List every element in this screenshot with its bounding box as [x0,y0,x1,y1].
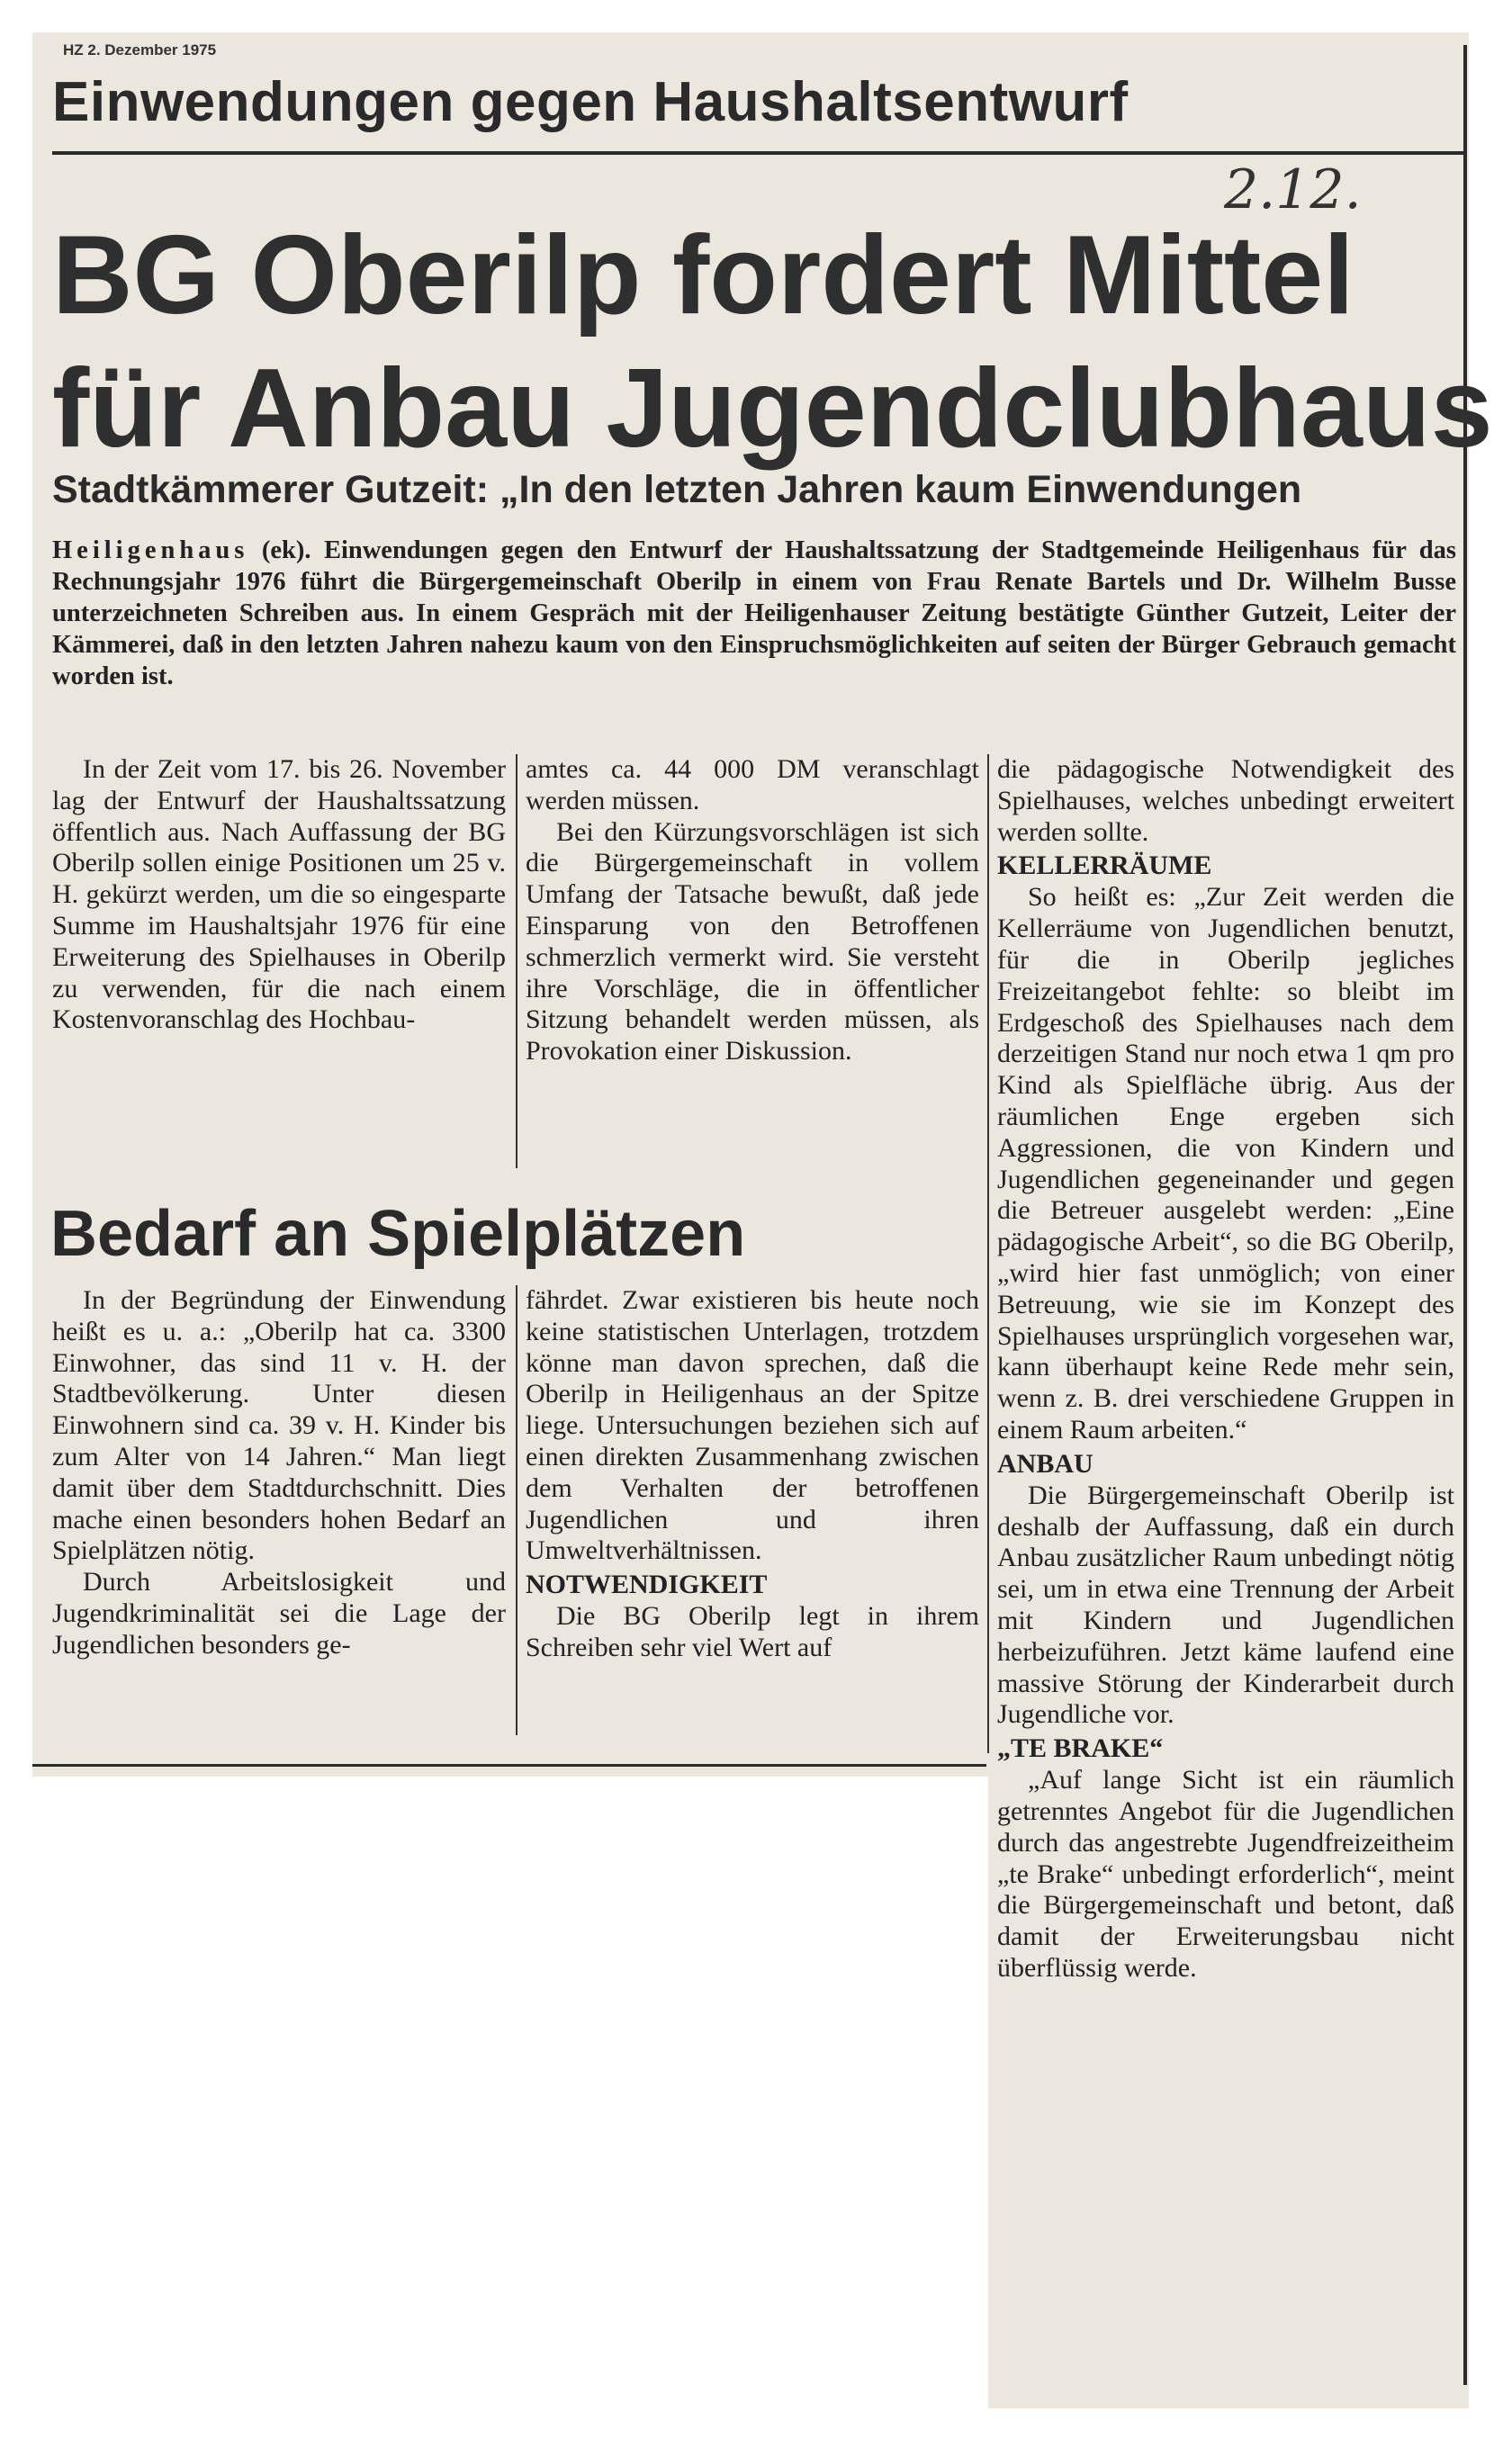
col1-top-paragraph: In der Zeit vom 17. bis 26. November lag der Entwurf der Haushaltssatzung öffentlich aus. Nach Auffassung der BG Oberilp sollen einige Positionen um 25 v. H. gekürzt werden, um die so eingesparte Summe im Haushaltsjahr 1976 für eine Erweiterung des Spielhauses in Oberilp zu verwenden, für die nach einem Kostenvoranschlag des Hochbau- [52,754,506,1035]
headline-line-1: BG Oberilp fordert Mittel [52,213,1354,338]
column-2-top [526,754,979,1067]
headline-rule [52,151,1465,155]
col2-bottom-paragraph-2: Die BG Oberilp legt in ihrem Schreiben sehr viel Wert auf [526,1601,979,1662]
lead-paragraph [52,535,1456,692]
column-divider-1-bottom [516,1285,518,1735]
subheading-notwendigkeit: NOTWENDIGKEIT [526,1570,768,1600]
lead-place: Heiligenhaus [52,536,249,564]
kicker-headline: Einwendungen gegen Haushaltsentwurf [52,71,1129,133]
col3-paragraph-2: So heißt es: „Zur Zeit werden die Kellerräume von Jugendlichen benutzt, für die in Oberilp jegliches Freizeitangebot fehlte: so bleibt im Erdgeschoß des Spielhauses nach dem derzeitigen Stand nur noch etwa 1 qm pro Kind als Spielfläche übrig. Aus der räumlichen Enge ergeben sich Aggressionen, die von Kindern und Jugendlichen gegeneinander und gegen die Betreuer ausgelebt werden: „Eine pädagogische Arbeit“, so die BG Oberilp, „wird hier fast unmöglich; von einer Betreuung, wie sie im Konzept des Spielhauses ursprünglich vorgesehen war, kann überhaupt keine Rede mehr sein, wenn z. B. drei verschiedene Gruppen in einem Raum arbeiten.“ [997,882,1454,1444]
col1-bottom-paragraph-2: Durch Arbeitslosigkeit und Jugendkriminalität sei die Lage der Jugendlichen besonders ge- [52,1567,506,1660]
subheading-kellerraeume: KELLERRÄUME [997,850,1212,881]
lead-text: (ek). Einwendungen gegen den Entwurf der Haushaltssatzung der Stadtgemeinde Heiligenhaus für das Rechnungsjahr 1976 führt die Bürgergemeinschaft Oberilp in einem von Frau Renate Bartels und Dr. Wilhelm Busse unterzeichneten Schreiben aus. In einem Gespräch mit der Heiligenhauser Zeitung bestätigte Günther Gutzeit, Leiter der Kämmerei, daß in den letzten Jahren nahezu kaum von den Einspruchsmöglichkeiten auf seiten der Bürger Gebrauch gemacht worden ist. [52,536,1456,690]
col1-bottom-paragraph-1: In der Begründung der Einwendung heißt es u. a.: „Oberilp hat ca. 3300 Einwohner, das sind 11 v. H. der Stadtbevölkerung. Unter diesen Einwohnern sind ca. 39 v. H. Kinder bis zum Alter von 14 Jahren.“ Man liegt damit über dem Stadtdurchschnitt. Dies mache einen besonders hohen Bedarf an Spielplätzen nötig. [52,1285,506,1566]
column-3 [997,754,1454,1984]
handwritten-date-note: 2.12. [1224,158,1362,221]
headline-line-2: für Anbau Jugendclubhaus [52,346,1493,471]
dateline: HZ 2. Dezember 1975 [63,41,217,58]
col3-paragraph-3: Die Bürgergemeinschaft Oberilp ist deshalb der Auffassung, daß ein durch Anbau zusätzlicher Raum unbedingt nötig sei, um in etwa eine Trennung der Arbeit mit Kindern und Jugendlichen herbeizuführen. Jetzt käme laufend eine massive Störung der Kinderarbeit durch Jugendliche vor. [997,1480,1454,1730]
col2-top-paragraph-2: Bei den Kürzungsvorschlägen ist sich die Bürgergemeinschaft in vollem Umfang der Tatsache bewußt, daß jede Einsparung von den Betroffenen schmerzlich vermerkt wird. Sie versteht ihre Vorschläge, die in öffentlicher Sitzung behandelt werden müssen, als Provokation einer Diskussion. [526,816,979,1066]
col2-top-paragraph-1: amtes ca. 44 000 DM veranschlagt werden müssen. [526,754,979,815]
bottom-rule [32,1764,986,1767]
col3-paragraph-4: „Auf lange Sicht ist ein räumlich getrenntes Angebot für die Jugendlichen durch das angestrebte Jugendfreizeitheim „te Brake“ unbedingt erforderlich“, meint die Bürgergemeinschaft und betont, daß damit der Erweiterungsbau nicht überflüssig werde. [997,1765,1454,1983]
col2-bottom-paragraph-1: fährdet. Zwar existieren bis heute noch keine statistischen Unterlagen, trotzdem könne man davon sprechen, daß die Oberilp in Heiligenhaus an der Spitze liege. Untersuchungen beziehen sich auf einen direkten Zusammenhang zwischen dem Verhalten der betroffenen Jugendlichen und ihren Umweltverhältnissen. [526,1285,979,1566]
subheading-te-brake: „TE BRAKE“ [997,1733,1164,1764]
col3-paragraph-1: die pädagogische Notwendigkeit des Spielhauses, welches unbedingt erweitert werden sollte. [997,754,1454,847]
main-headline [52,209,1493,475]
column-1-top [52,754,506,1036]
section-heading-spielplaetze: Bedarf an Spielplätzen [50,1198,746,1270]
column-divider-1-top [516,754,518,1168]
subheading-anbau: ANBAU [997,1448,1094,1479]
column-1-bottom [52,1285,506,1661]
column-2-bottom [526,1285,979,1664]
column-divider-2 [987,754,989,1753]
subheadline: Stadtkämmerer Gutzeit: „In den letzten Jahren kaum Einwendungen [52,468,1302,511]
